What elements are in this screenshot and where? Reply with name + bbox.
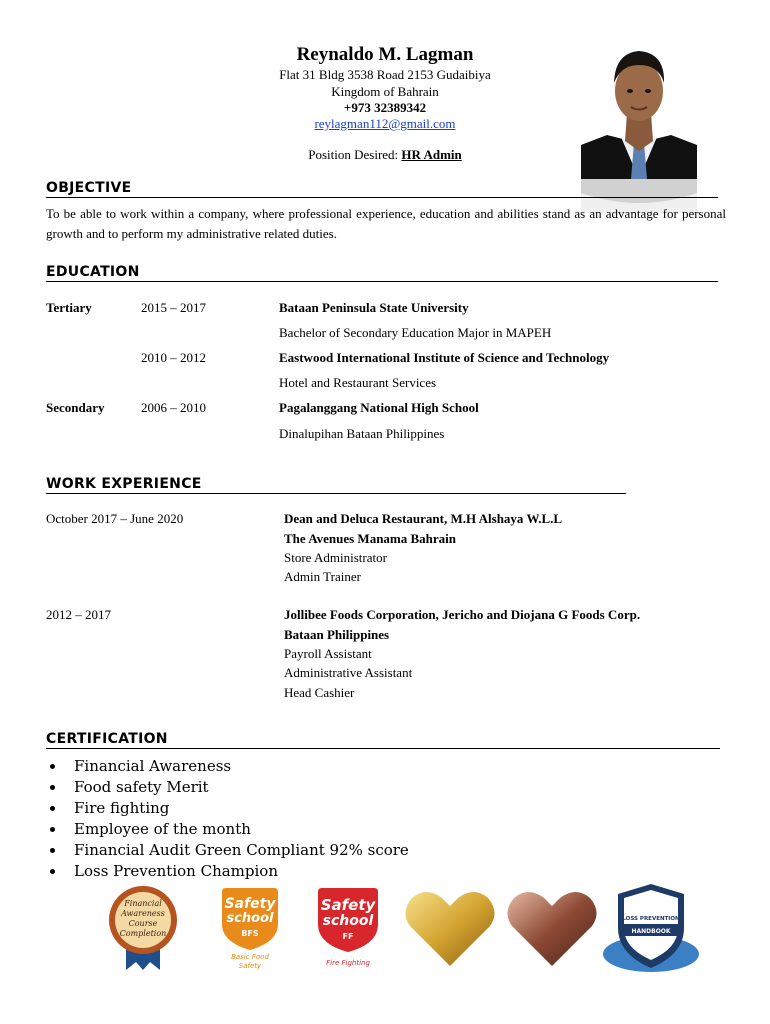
education-years: 2010 – 2012 [141,350,206,365]
work-role: Store Administrator [284,550,387,565]
work-experience-heading: WORK EXPERIENCE [46,476,626,494]
position-value: HR Admin [401,147,462,162]
applicant-name: Reynaldo M. Lagman [296,44,474,65]
work-employer: Jollibee Foods Corporation, Jericho and Diojana G Foods Corp. [284,607,641,622]
education-school: Bataan Peninsula State University [279,300,469,315]
education-level: Tertiary [46,300,92,315]
certification-item: • Fire fighting [66,798,409,819]
education-school: Pagalanggang National High School [279,400,479,415]
email-link[interactable]: reylagman112@gmail.com [314,116,456,131]
certification-item: • Financial Awareness [66,756,409,777]
svg-text:Safety: Safety [238,962,262,970]
objective-heading: OBJECTIVE [46,180,718,198]
svg-text:school: school [226,911,274,926]
education-detail: Bachelor of Secondary Education Major in MAPEH [279,325,552,340]
svg-text:Safety: Safety [320,896,376,914]
education-school: Eastwood International Institute of Science and Technology [279,350,610,365]
education-years: 2006 – 2010 [141,400,206,415]
work-role: Payroll Assistant [284,646,372,661]
loss-prevention-handbook-badge [602,880,700,974]
address-line-2: Kingdom of Bahrain [331,84,439,99]
safety-school-ff-badge [314,884,382,972]
education-level: Secondary [46,400,105,415]
certification-item: • Food safety Merit [66,777,409,798]
svg-text:Basic Food: Basic Food [231,953,269,961]
work-location: The Avenues Manama Bahrain [284,531,457,546]
svg-text:HANDBOOK: HANDBOOK [631,928,671,935]
work-period: October 2017 – June 2020 [46,511,184,526]
certification-item: • Financial Audit Green Compliant 92% score [66,840,409,861]
gold-heart-icon [404,888,496,968]
svg-text:school: school [322,913,374,929]
objective-text: To be able to work within a company, where professional experience, education and abilities stand as an advantage for personal growth and to perform my administrative related duties. [46,206,726,241]
education-detail: Hotel and Restaurant Services [279,375,437,390]
education-detail: Dinalupihan Bataan Philippines [279,426,445,441]
work-location: Bataan Philippines [284,627,390,642]
phone-number: +973 32389342 [343,100,427,115]
certification-heading: CERTIFICATION [46,731,720,749]
work-role: Head Cashier [284,685,355,700]
copper-heart-icon [506,888,598,968]
svg-text:Completion: Completion [119,929,167,938]
svg-text:Safety: Safety [224,896,276,912]
financial-awareness-badge [106,884,180,972]
svg-text:FF: FF [342,932,354,941]
education-heading: EDUCATION [46,264,718,282]
certification-item: • Employee of the month [66,819,409,840]
position-label: Position Desired: [308,147,399,162]
svg-text:Course: Course [128,919,158,928]
work-role: Admin Trainer [284,569,361,584]
address-line-1: Flat 31 Bldg 3538 Road 2153 Gudaibiya [279,67,491,82]
certification-list [46,756,409,882]
work-period: 2012 – 2017 [46,607,111,622]
work-employer: Dean and Deluca Restaurant, M.H Alshaya W.L.L [284,511,563,526]
safety-school-bfs-badge [218,884,282,972]
svg-text:Awareness: Awareness [121,909,165,918]
certification-item: • Loss Prevention Champion [66,861,409,882]
svg-text:Financial: Financial [124,899,162,908]
education-years: 2015 – 2017 [141,300,206,315]
svg-text:BFS: BFS [241,929,259,938]
svg-text:LOSS PREVENTION: LOSS PREVENTION [622,916,680,922]
work-role: Administrative Assistant [284,665,413,680]
svg-text:Fire Fighting: Fire Fighting [326,959,370,967]
